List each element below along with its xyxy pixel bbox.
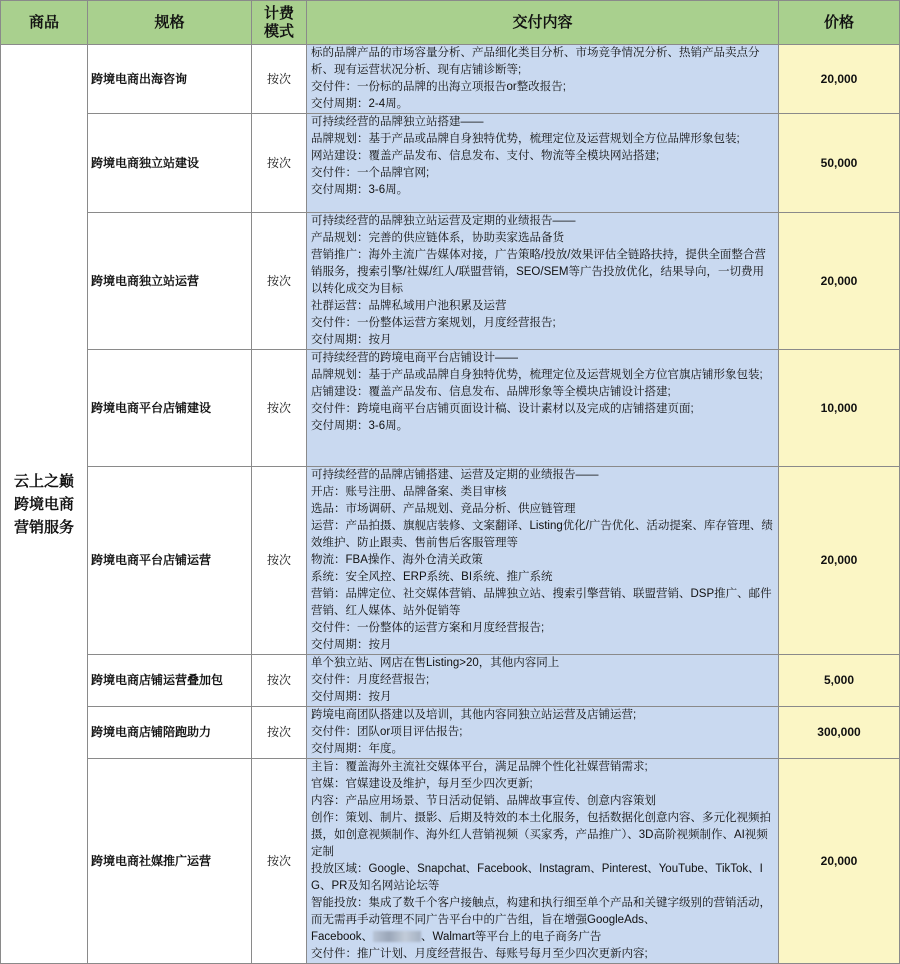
table-row bbox=[1, 707, 900, 759]
table-row bbox=[1, 114, 900, 213]
content-line: 交付件：月度经营报告; bbox=[311, 674, 430, 686]
content-line: 产品规划：完善的供应链体系，协助卖家选品备货 bbox=[311, 232, 564, 244]
mode-cell: 按次 bbox=[252, 759, 307, 964]
table-row bbox=[1, 213, 900, 350]
content-line: 交付周期：按月 bbox=[311, 334, 392, 346]
header-product: 商品 bbox=[1, 1, 88, 45]
content-line: 可持续经营的品牌独立站搭建—— bbox=[311, 116, 484, 128]
content-line: 交付件：一份整体的运营方案和月度经营报告; bbox=[311, 622, 545, 634]
mode-cell: 按次 bbox=[252, 114, 307, 213]
spec-cell: 跨境电商出海咨询 bbox=[88, 45, 252, 114]
content-cell bbox=[307, 707, 779, 759]
content-line: 交付件：推广计划、月度经营报告、每账号每月至少四次更新内容; bbox=[311, 948, 648, 960]
content-line: 物流：FBA操作、海外仓清关政策 bbox=[311, 554, 483, 566]
mode-cell: 按次 bbox=[252, 213, 307, 350]
price-cell: 5,000 bbox=[779, 655, 900, 707]
content-line: 创作：策划、制片、摄影、后期及特效的本土化服务，包括数据化创意内容、多元化视频拍摄，如创意视频制作、海外红人营销视频（买家秀，产品推广）、3D高阶视频制作、AI视频定制 bbox=[311, 812, 771, 858]
spec-cell: 跨境电商独立站运营 bbox=[88, 213, 252, 350]
content-line: 内容：产品应用场景、节日活动促销、品牌故事宣传、创意内容策划 bbox=[311, 795, 656, 807]
content-line: 营销推广：海外主流广告媒体对接，广告策略/投放/效果评估全链路扶持，提供全面整合营销服务，搜索引擎/社媒/红人/联盟营销，SEO/SEM等广告投放优化，结果导向，一切费用以转化成交为目标 bbox=[311, 249, 766, 295]
content-line: 开店：账号注册、品牌备案、类目审核 bbox=[311, 486, 507, 498]
header-mode: 计费模式 bbox=[252, 1, 307, 45]
spec-cell: 跨境电商平台店铺建设 bbox=[88, 350, 252, 467]
price-cell: 20,000 bbox=[779, 467, 900, 655]
content-cell bbox=[307, 350, 779, 467]
spec-cell: 跨境电商独立站建设 bbox=[88, 114, 252, 213]
content-line: 交付周期：按月 bbox=[311, 639, 392, 651]
content-line: 交付件：跨境电商平台店铺页面设计稿、设计素材以及完成的店铺搭建页面; bbox=[311, 403, 694, 415]
content-line: 交付周期：按月 bbox=[311, 691, 392, 703]
table-row bbox=[1, 655, 900, 707]
mode-cell: 按次 bbox=[252, 655, 307, 707]
content-line: 网站建设：覆盖产品发布、信息发布、支付、物流等全模块网站搭建; bbox=[311, 150, 660, 162]
content-line: 交付周期：年度。 bbox=[311, 743, 403, 755]
content-line: 可持续经营的跨境电商平台店铺设计—— bbox=[311, 352, 518, 364]
price-cell: 10,000 bbox=[779, 350, 900, 467]
spec-cell: 跨境电商平台店铺运营 bbox=[88, 467, 252, 655]
content-line: 跨境电商团队搭建以及培训，其他内容同独立站运营及店铺运营; bbox=[311, 709, 637, 721]
content-cell bbox=[307, 213, 779, 350]
content-line: 单个独立站、网店在售Listing>20，其他内容同上 bbox=[311, 657, 560, 669]
content-line: 交付周期：3-6周。 bbox=[311, 420, 409, 432]
mode-cell: 按次 bbox=[252, 707, 307, 759]
content-line: 选品：市场调研、产品规划、竞品分析、供应链管理 bbox=[311, 503, 576, 515]
content-line: 标的品牌产品的市场容量分析、产品细化类目分析、市场竞争情况分析、热销产品卖点分析、现有运营状况分析、现有店铺诊断等; bbox=[311, 47, 760, 76]
content-line: 可持续经营的品牌独立站运营及定期的业绩报告—— bbox=[311, 215, 576, 227]
redacted-text bbox=[373, 931, 421, 942]
header-row bbox=[1, 1, 900, 45]
content-line: 店铺建设：覆盖产品发布、信息发布、品牌形象等全模块店铺设计搭建; bbox=[311, 386, 671, 398]
price-cell: 20,000 bbox=[779, 759, 900, 964]
price-cell: 300,000 bbox=[779, 707, 900, 759]
product-cell: 云上之巅跨境电商营销服务 bbox=[1, 45, 88, 964]
spec-cell: 跨境电商店铺陪跑助力 bbox=[88, 707, 252, 759]
table-row bbox=[1, 350, 900, 467]
content-line: Facebook、 、Walmart等平台上的电子商务广告 bbox=[311, 931, 602, 943]
table-row bbox=[1, 467, 900, 655]
content-line: 交付件：一份标的品牌的出海立项报告or整改报告; bbox=[311, 81, 566, 93]
spec-cell: 跨境电商店铺运营叠加包 bbox=[88, 655, 252, 707]
mode-cell: 按次 bbox=[252, 350, 307, 467]
content-line: 社群运营：品牌私域用户池积累及运营 bbox=[311, 300, 507, 312]
content-line: 交付件：一个品牌官网; bbox=[311, 167, 430, 179]
content-line: 交付件：团队or项目评估报告; bbox=[311, 726, 463, 738]
content-cell bbox=[307, 45, 779, 114]
content-cell bbox=[307, 759, 779, 964]
content-cell bbox=[307, 467, 779, 655]
content-line: 品牌规划：基于产品或品牌自身独特优势，梳理定位及运营规划全方位品牌形象包装; bbox=[311, 133, 740, 145]
content-line: 交付周期：3-6周。 bbox=[311, 184, 409, 196]
price-cell: 20,000 bbox=[779, 45, 900, 114]
header-spec: 规格 bbox=[88, 1, 252, 45]
content-line: 官媒：官媒建设及维护，每月至少四次更新; bbox=[311, 778, 533, 790]
content-line: 智能投放：集成了数千个客户接触点，构建和执行细至单个产品和关键字级别的营销活动，而无需再手动管理不同广告平台中的广告组，旨在增强GoogleAds、 bbox=[311, 897, 771, 926]
header-content: 交付内容 bbox=[307, 1, 779, 45]
content-line: 交付周期：2-4周。 bbox=[311, 98, 409, 110]
content-line: 交付件：一份整体运营方案规划，月度经营报告; bbox=[311, 317, 556, 329]
price-cell: 50,000 bbox=[779, 114, 900, 213]
mode-cell: 按次 bbox=[252, 45, 307, 114]
content-line: 系统：安全风控、ERP系统、BI系统、推广系统 bbox=[311, 571, 553, 583]
content-cell bbox=[307, 114, 779, 213]
spec-cell: 跨境电商社媒推广运营 bbox=[88, 759, 252, 964]
header-price: 价格 bbox=[779, 1, 900, 45]
content-line: 主旨：覆盖海外主流社交媒体平台，满足品牌个性化社媒营销需求; bbox=[311, 761, 648, 773]
content-line: 营销：品牌定位、社交媒体营销、品牌独立站、搜索引擎营销、联盟营销、DSP推广、邮件营销、红人媒体、站外促销等 bbox=[311, 588, 772, 617]
content-line: 品牌规划：基于产品或品牌自身独特优势，梳理定位及运营规划全方位官旗店铺形象包装; bbox=[311, 369, 763, 381]
content-line: 可持续经营的品牌店铺搭建、运营及定期的业绩报告—— bbox=[311, 469, 599, 481]
mode-cell: 按次 bbox=[252, 467, 307, 655]
content-line: 运营：产品拍摄、旗舰店装修、文案翻译、Listing优化/广告优化、活动提案、库存管理、绩效维护、防止跟卖、售前售后客服管理等 bbox=[311, 520, 773, 549]
content-cell bbox=[307, 655, 779, 707]
table-row bbox=[1, 759, 900, 964]
content-line: 投放区域：Google、Snapchat、Facebook、Instagram、Pinterest、YouTube、TikTok、IG、PR及知名网站论坛等 bbox=[311, 863, 763, 892]
table-row bbox=[1, 45, 900, 114]
price-cell: 20,000 bbox=[779, 213, 900, 350]
